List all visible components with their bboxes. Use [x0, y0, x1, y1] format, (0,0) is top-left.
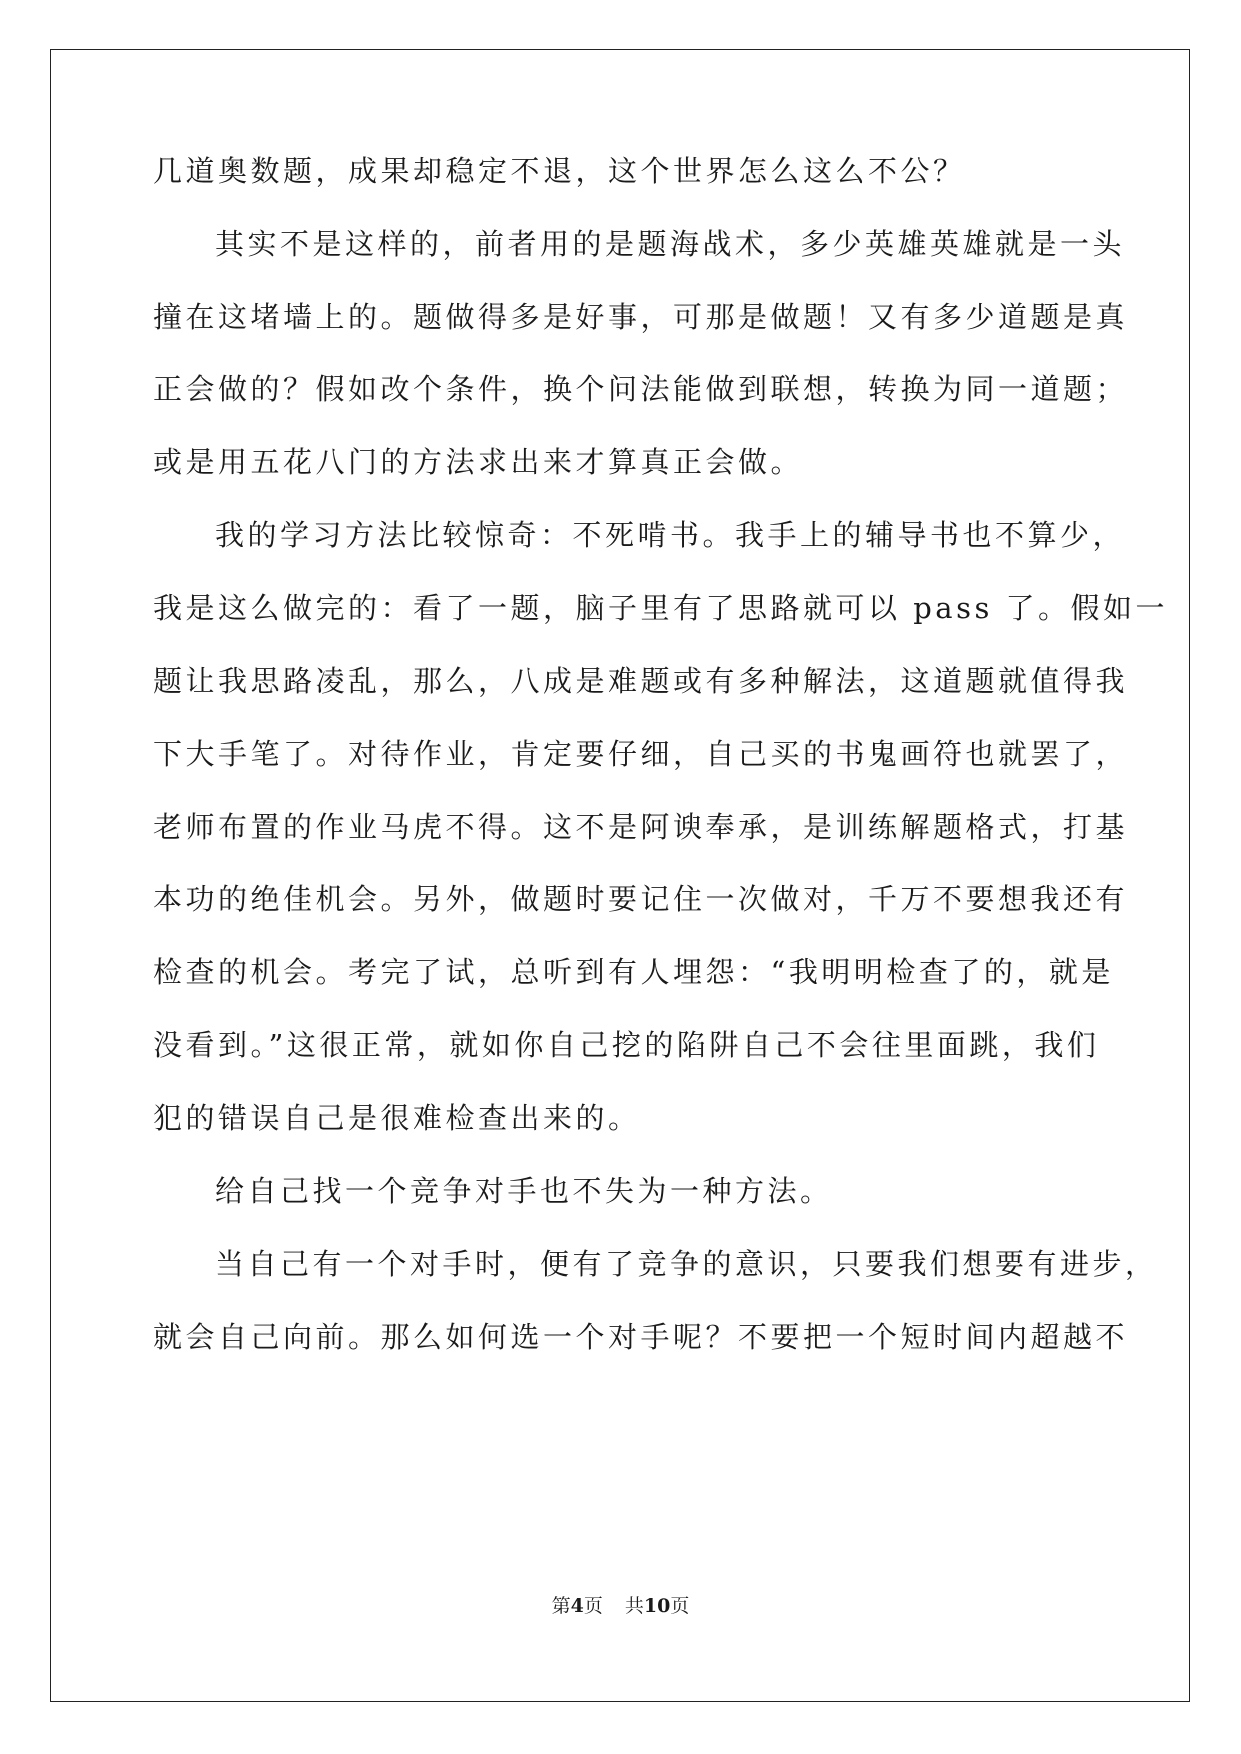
text-line: 正会做的？假如改个条件，换个问法能做到联想，转换为同一道题；	[153, 372, 1129, 406]
text-line: 犯的错误自己是很难检查出来的。	[153, 1101, 641, 1135]
paragraph-start-line: 当自己有一个对手时，便有了竞争的意识，只要我们想要有进步，	[215, 1247, 1158, 1281]
text-line: 撞在这堵墙上的。题做得多是好事，可那是做题！又有多少道题是真	[153, 300, 1129, 334]
paragraph-start-line: 给自己找一个竞争对手也不失为一种方法。	[215, 1174, 833, 1208]
text-line: 几道奥数题，成果却稳定不退，这个世界怎么这么不公？	[153, 154, 966, 188]
page-suffix: 页	[583, 1595, 603, 1617]
total-prefix: 共	[624, 1595, 644, 1617]
paragraph-start-line: 其实不是这样的，前者用的是题海战术，多少英雄英雄就是一头	[215, 227, 1126, 261]
text-line: 老师布置的作业马虎不得。这不是阿谀奉承，是训练解题格式，打基	[153, 810, 1129, 844]
text-line: 没看到。”这很正常，就如你自己挖的陷阱自己不会往里面跳，我们	[153, 1028, 1100, 1062]
text-line: 检查的机会。考完了试，总听到有人埋怨：“我明明检查了的，就是	[153, 955, 1114, 989]
current-page-number: 4	[570, 1595, 584, 1617]
page-footer	[0, 1592, 1241, 1620]
text-line: 本功的绝佳机会。另外，做题时要记住一次做对，千万不要想我还有	[153, 882, 1129, 916]
total-suffix: 页	[670, 1595, 690, 1617]
text-line: 就会自己向前。那么如何选一个对手呢？不要把一个短时间内超越不	[153, 1320, 1129, 1354]
text-line: 下大手笔了。对待作业，肯定要仔细，自己买的书鬼画符也就罢了，	[153, 737, 1129, 771]
text-line: 我是这么做完的：看了一题，脑子里有了思路就可以 pass 了。假如一	[153, 591, 1169, 625]
page-prefix: 第	[551, 1595, 571, 1617]
paragraph-start-line: 我的学习方法比较惊奇：不死啃书。我手上的辅导书也不算少，	[215, 518, 1126, 552]
text-line: 题让我思路凌乱，那么，八成是难题或有多种解法，这道题就值得我	[153, 664, 1129, 698]
total-page-number: 10	[643, 1595, 671, 1617]
text-line: 或是用五花八门的方法求出来才算真正会做。	[153, 445, 804, 479]
